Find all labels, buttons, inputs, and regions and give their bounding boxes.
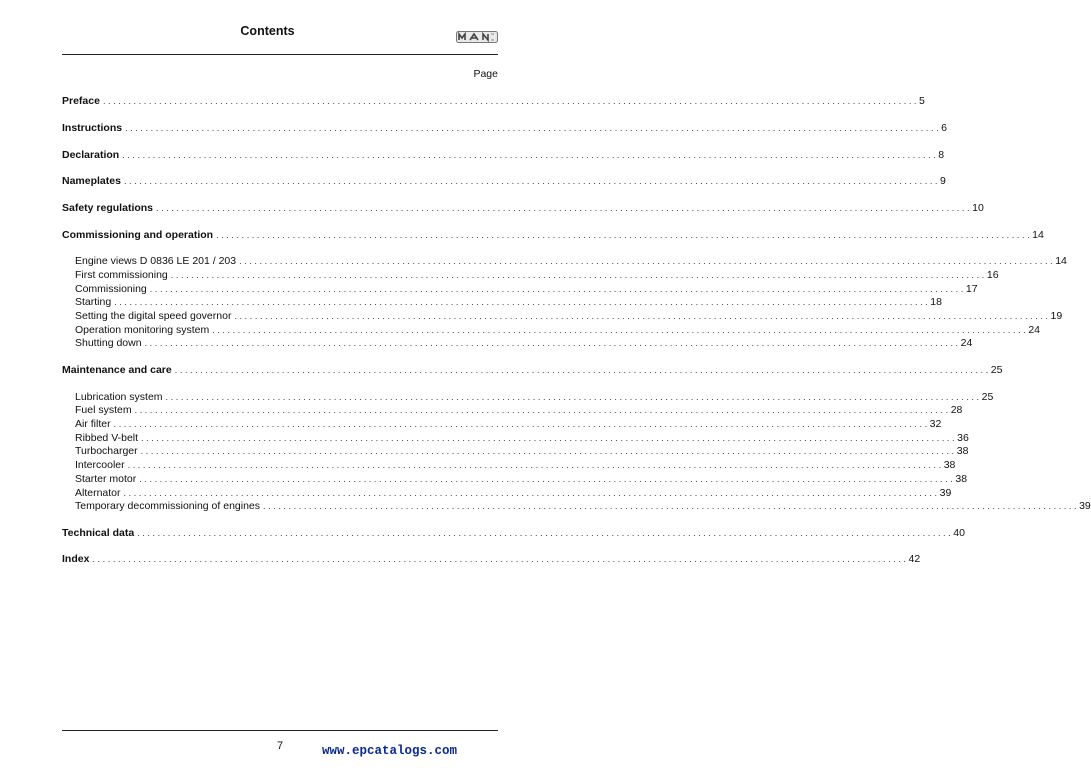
toc-entry-page: 38 <box>956 445 969 457</box>
toc-entry[interactable] <box>62 148 945 162</box>
toc-entry-title: Maintenance and care <box>62 364 172 376</box>
toc-entry-page: 24 <box>960 337 973 349</box>
toc-entry-title: Ribbed V-belt <box>75 432 139 444</box>
toc-entry[interactable] <box>62 526 965 540</box>
dot-leader: ................................................................................................................................................................ <box>149 284 966 294</box>
toc-entry-page: 9 <box>940 175 946 187</box>
toc-entry[interactable] <box>75 458 956 472</box>
dot-leader: ................................................................................................................................................................ <box>165 392 982 402</box>
header-divider <box>62 54 498 55</box>
toc-entry-page: 25 <box>981 391 994 403</box>
toc-entry-page: 19 <box>1050 310 1063 322</box>
dot-leader: ................................................................................................................................................................ <box>170 270 987 280</box>
toc-entry-title: Commissioning and operation <box>62 229 214 241</box>
toc-entry-title: Starting <box>75 296 112 308</box>
dot-leader: ................................................................................................................................................................ <box>239 256 1056 266</box>
dot-leader: ................................................................................................................................................................ <box>134 405 951 415</box>
page-number: 7 <box>276 740 284 752</box>
toc-entry-title: Turbocharger <box>75 445 138 457</box>
dot-leader: ................................................................................................................................................................ <box>139 474 956 484</box>
toc-entry[interactable] <box>75 268 999 282</box>
toc-entry-page: 8 <box>938 149 945 161</box>
toc-entry[interactable] <box>75 336 973 350</box>
toc-entry-page: 14 <box>1055 255 1067 267</box>
toc-entry-title: Safety regulations <box>62 202 154 214</box>
toc-entry-page: 25 <box>990 364 1003 376</box>
toc-entry-page: 14 <box>1032 229 1044 241</box>
dot-leader: ................................................................................................................................................................ <box>212 325 1029 335</box>
toc-entry-page: 38 <box>943 459 956 471</box>
toc-entry-title: Alternator <box>75 487 121 499</box>
toc-entry[interactable] <box>62 121 948 135</box>
toc-entry-title: Setting the digital speed governor <box>75 310 232 322</box>
toc-entry-title: Intercooler <box>75 459 125 471</box>
toc-entry-page: 38 <box>955 473 968 485</box>
toc-entry-page: 17 <box>965 283 978 295</box>
toc-entry-title: First commissioning <box>75 269 168 281</box>
dot-leader: ................................................................................................................................................................ <box>140 446 957 456</box>
toc-entry-title: Declaration <box>62 149 120 161</box>
toc-entry[interactable] <box>75 295 942 309</box>
toc-entry-title: Air filter <box>75 418 111 430</box>
dot-leader: ................................................................................................................................................................ <box>114 297 931 307</box>
toc-entry-page: 42 <box>908 553 921 565</box>
toc-entry[interactable] <box>62 552 921 566</box>
dot-leader: ................................................................................................................................................................ <box>216 230 1033 240</box>
footer-divider <box>62 730 498 731</box>
toc-entry-page: 36 <box>957 432 969 444</box>
toc-entry-title: Fuel system <box>75 404 132 416</box>
toc-entry-title: Starter motor <box>75 473 137 485</box>
dot-leader: ................................................................................................................................................................ <box>113 419 930 429</box>
dot-leader: ................................................................................................................................................................ <box>234 311 1051 321</box>
dot-leader: ................................................................................................................................................................ <box>125 123 942 133</box>
toc-entry[interactable] <box>75 254 1067 268</box>
toc-entry[interactable] <box>75 486 952 500</box>
toc-entry-title: Index <box>62 553 90 565</box>
man-logo-icon <box>456 30 498 44</box>
dot-leader: ................................................................................................................................................................ <box>263 501 1080 511</box>
toc-entry-title: Instructions <box>62 122 123 134</box>
toc-entry[interactable] <box>75 417 942 431</box>
toc-entry-page: 5 <box>919 95 925 107</box>
toc-entry-page: 16 <box>986 269 999 281</box>
dot-leader: ................................................................................................................................................................ <box>156 203 973 213</box>
toc-entry-page: 39 <box>1079 500 1091 512</box>
toc-entry[interactable] <box>75 499 1091 513</box>
toc-entry[interactable] <box>75 472 968 486</box>
toc-entry-title: Technical data <box>62 527 135 539</box>
dot-leader: ................................................................................................................................................................ <box>123 488 940 498</box>
toc-entry-title: Operation monitoring system <box>75 324 210 336</box>
toc-entry-page: 28 <box>950 404 963 416</box>
toc-entry[interactable] <box>62 228 1044 242</box>
toc-entry-page: 32 <box>929 418 942 430</box>
toc-entry[interactable] <box>62 174 946 188</box>
toc-entry[interactable] <box>62 363 1003 377</box>
toc-entry-title: Commissioning <box>75 283 147 295</box>
dot-leader: ................................................................................................................................................................ <box>137 528 954 538</box>
toc-entry[interactable] <box>62 94 925 108</box>
toc-entry-page: 24 <box>1028 324 1040 336</box>
toc-entry-title: Temporary decommissioning of engines <box>75 500 261 512</box>
toc-entry-title: Engine views D 0836 LE 201 / 203 <box>75 255 237 267</box>
toc-entry[interactable] <box>75 431 969 445</box>
dot-leader: ................................................................................................................................................................ <box>122 150 939 160</box>
toc-entry-page: 40 <box>953 527 965 539</box>
toc-entry-page: 6 <box>941 122 948 134</box>
page-column-label: Page <box>473 68 498 80</box>
toc-entry[interactable] <box>75 444 969 458</box>
toc-entry-page: 39 <box>939 487 952 499</box>
toc-entry-title: Lubrication system <box>75 391 163 403</box>
dot-leader: ................................................................................................................................................................ <box>141 433 958 443</box>
dot-leader: ................................................................................................................................................................ <box>102 96 920 106</box>
toc-entry-title: Preface <box>62 95 100 107</box>
toc-entry[interactable] <box>62 201 984 215</box>
toc-entry[interactable] <box>75 403 963 417</box>
toc-entry[interactable] <box>75 309 1063 323</box>
page-title: Contents <box>240 24 295 38</box>
toc-entry[interactable] <box>75 282 978 296</box>
toc-entry-page: 10 <box>972 202 984 214</box>
toc-entry[interactable] <box>75 390 994 404</box>
watermark-link[interactable]: www.epcatalogs.com <box>322 744 458 758</box>
toc-entry-title: Nameplates <box>62 175 121 187</box>
dot-leader: ................................................................................................................................................................ <box>123 176 941 186</box>
dot-leader: ................................................................................................................................................................ <box>174 365 991 375</box>
toc-entry[interactable] <box>75 323 1040 337</box>
dot-leader: ................................................................................................................................................................ <box>127 460 944 470</box>
dot-leader: ................................................................................................................................................................ <box>92 554 909 564</box>
toc-entry-page: 18 <box>930 296 942 308</box>
toc-entry-title: Shutting down <box>75 337 142 349</box>
dot-leader: ................................................................................................................................................................ <box>144 338 961 348</box>
